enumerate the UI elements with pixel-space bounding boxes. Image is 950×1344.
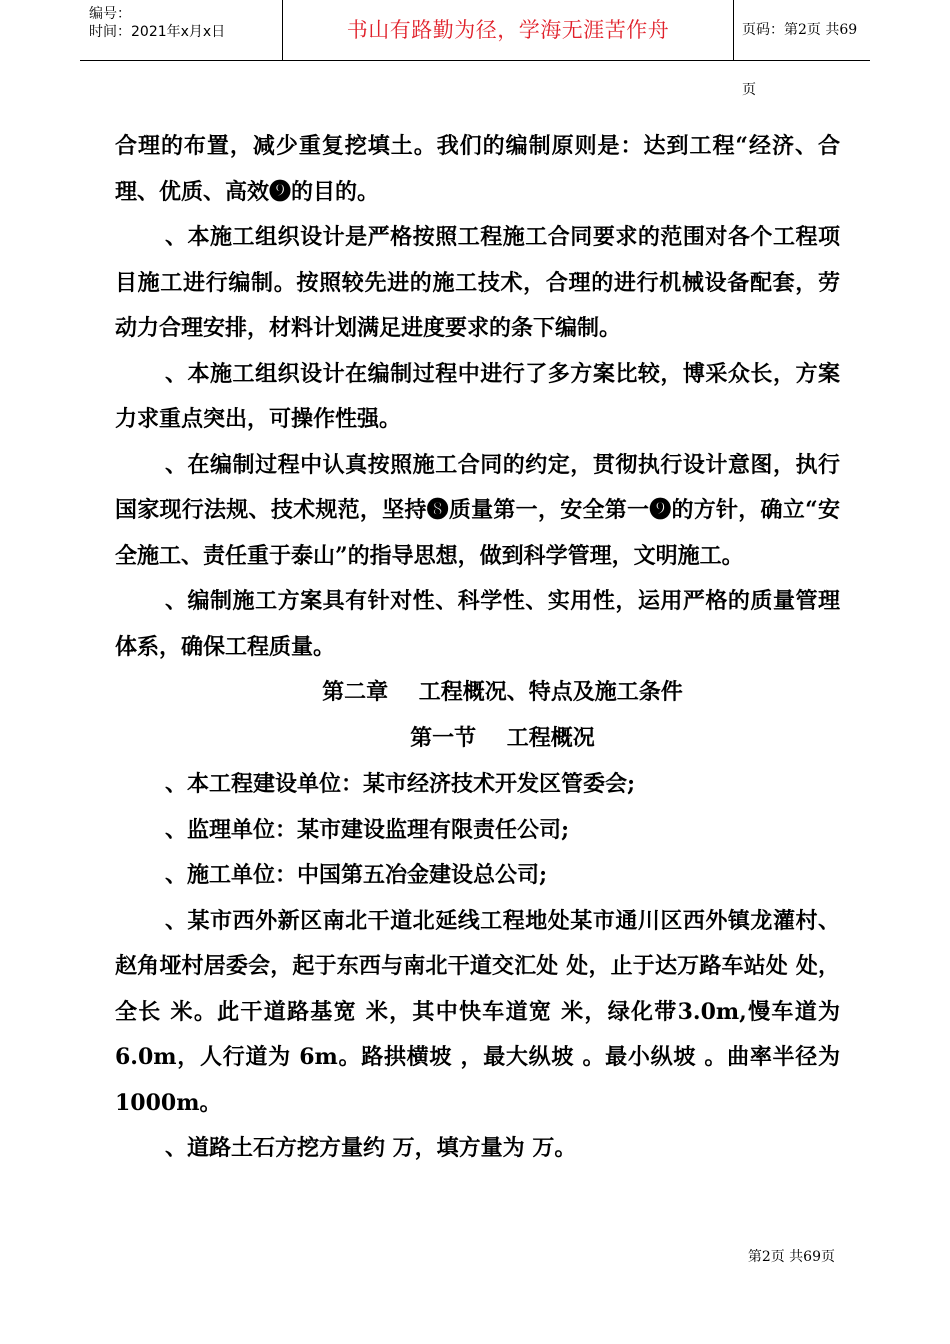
paragraph: 、编制施工方案具有针对性、科学性、实用性，运用严格的质量管理体系，确保工程质量。 bbox=[115, 588, 840, 660]
list-item: 、监理单位：某市建设监理有限责任公司; bbox=[165, 816, 570, 843]
document-body bbox=[115, 124, 840, 1172]
number-label: 编号： bbox=[89, 6, 131, 22]
list-item: 、某市西外新区南北干道北延线工程地处某市通川区西外镇龙灌村、赵角垭村居委会，起于东西与南北干道交汇处 处，止于达万路车站处 处，全长 米。此干道路基宽 米，其中快车道宽 米，绿化带3.0m,慢车道为6.0m，人行道为 6m。路拱横坡 ，最大纵坡 。最小纵坡 。曲率半径为1000m。 bbox=[115, 907, 840, 1116]
page-footer: 第2页 共69页 bbox=[747, 1249, 835, 1265]
header-motto: 书山有路勤为径，学海无涯苦作舟 bbox=[346, 18, 670, 42]
list-item: 、道路土石方挖方量约 万，填方量为 万。 bbox=[165, 1135, 577, 1161]
header-left-cell bbox=[80, 0, 283, 60]
paragraph: 、本施工组织设计在编制过程中进行了多方案比较，博采众长，方案力求重点突出，可操作性强。 bbox=[115, 360, 840, 432]
header-right-cell bbox=[734, 0, 870, 98]
time-label: 时间：2021年x月x日 bbox=[89, 24, 226, 40]
paragraph: 、本施工组织设计是严格按照工程施工合同要求的范围对各个工程项目施工进行编制。按照较先进的施工技术，合理的进行机械设备配套，劳动力合理安排，材料计划满足进度要求的条下编制。 bbox=[115, 224, 840, 341]
paragraph: 合理的布置，减少重复挖填土。我们的编制原则是：达到工程“经济、合理、优质、高效❾的目的。 bbox=[115, 133, 840, 205]
header-motto-cell bbox=[283, 0, 734, 60]
page-header bbox=[80, 0, 870, 98]
chapter-title: 第二章 工程概况、特点及施工条件 bbox=[322, 680, 683, 705]
page-code: 页码：第2页 共69页 bbox=[742, 22, 858, 98]
list-item: 、施工单位：中国第五冶金建设总公司; bbox=[165, 862, 548, 888]
section-title: 第一节 工程概况 bbox=[410, 726, 595, 751]
list-item: 、本工程建设单位：某市经济技术开发区管委会; bbox=[165, 771, 636, 797]
paragraph: 、在编制过程中认真按照施工合同的约定，贯彻执行设计意图，执行国家现行法规、技术规范，坚持❽质量第一，安全第一❾的方针，确立“安全施工、责任重于泰山”的指导思想，做到科学管理，文明施工。 bbox=[115, 451, 840, 569]
